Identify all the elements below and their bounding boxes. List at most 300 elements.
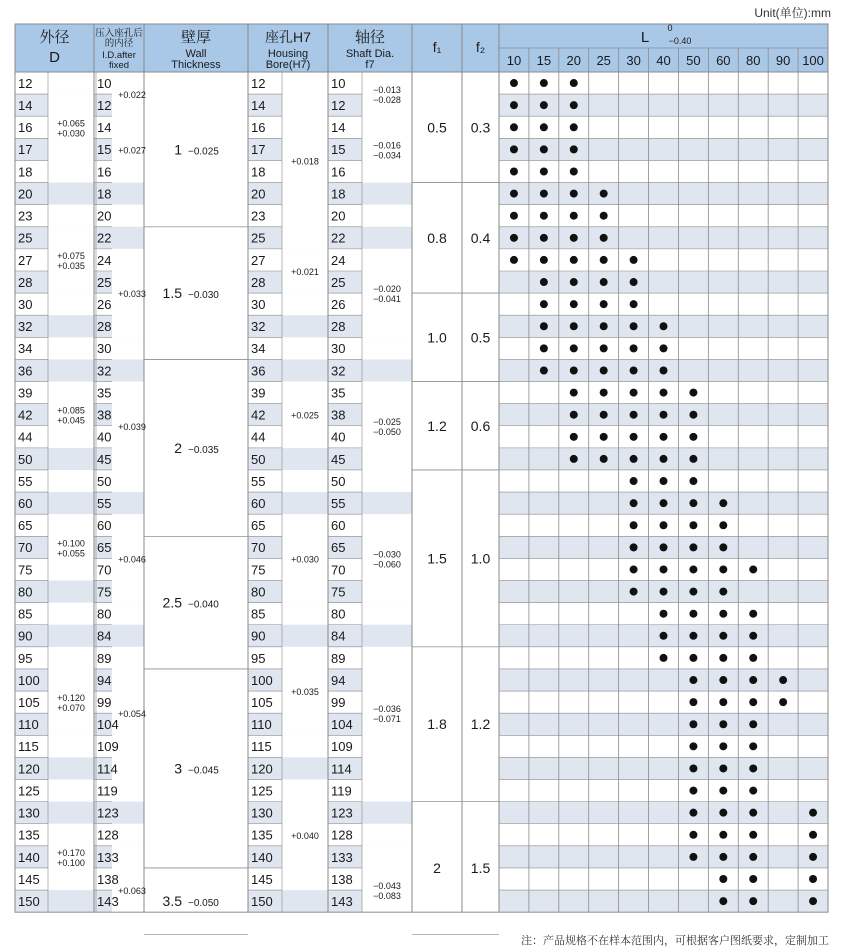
shaft-value: 94	[331, 672, 346, 688]
od-value: 18	[18, 164, 33, 180]
availability-dot-L100	[809, 853, 817, 861]
availability-dot-L60	[719, 521, 727, 529]
bore-value: 80	[251, 584, 266, 600]
shaft-value: 22	[331, 230, 346, 246]
availability-dot-L60	[719, 720, 727, 728]
id-value: 35	[97, 385, 112, 401]
od-tol-lower: +0.055	[57, 548, 85, 559]
availability-dot-L60	[719, 588, 727, 596]
shaft-value: 80	[331, 606, 346, 622]
availability-dot-L60	[719, 853, 727, 861]
bore-value: 18	[251, 164, 266, 180]
bore-value: 105	[251, 694, 273, 710]
bore-tolerance: +0.018	[291, 156, 319, 167]
length-header-90: 90	[775, 53, 791, 68]
id-value: 80	[97, 606, 112, 622]
header-L-tol-lower: −0.40	[668, 36, 692, 46]
od-value: 75	[18, 562, 33, 578]
length-header-60: 60	[716, 53, 731, 68]
bore-value: 25	[251, 230, 266, 246]
od-tol-lower: +0.045	[57, 415, 85, 426]
od-value: 12	[18, 75, 33, 91]
availability-dot-L60	[719, 654, 727, 662]
availability-dot-L40	[660, 322, 668, 330]
availability-dot-L80	[749, 698, 757, 706]
bore-value: 75	[251, 562, 266, 578]
id-value: 133	[97, 849, 119, 865]
od-value: 65	[18, 518, 33, 534]
od-value: 110	[18, 717, 39, 733]
f1-value: 1.5	[427, 550, 447, 567]
availability-dot-L40	[660, 366, 668, 374]
availability-dot-L40	[660, 610, 668, 618]
od-value: 27	[18, 252, 33, 268]
shaft-value: 70	[331, 562, 346, 578]
id-tolerance: +0.022	[118, 90, 146, 101]
bore-value: 55	[251, 473, 266, 489]
bore-value: 65	[251, 518, 266, 534]
f2-value: 1.2	[470, 716, 491, 733]
availability-dot-L20	[570, 455, 578, 463]
header-shaft-en-2: f7	[365, 59, 375, 71]
availability-dot-L60	[719, 787, 727, 795]
availability-dot-L20	[570, 300, 578, 308]
f1-value: 2	[433, 859, 441, 876]
availability-dot-L60	[719, 742, 727, 750]
availability-dot-L30	[630, 477, 638, 485]
f1-value: 1.8	[427, 716, 447, 733]
header-f2: f₂	[475, 39, 486, 55]
od-value: 90	[18, 628, 33, 644]
availability-dot-L25	[600, 212, 608, 220]
header-od-cn: 外径	[39, 29, 70, 46]
availability-dot-L50	[689, 787, 697, 795]
wall-tolerance: −0.050	[188, 898, 219, 910]
id-value: 84	[97, 628, 112, 644]
availability-dot-L30	[630, 588, 638, 596]
id-tolerance: +0.046	[118, 554, 146, 565]
header-wall-en-1: Wall	[185, 48, 207, 60]
availability-dot-L20	[570, 411, 578, 419]
id-value: 99	[97, 694, 112, 710]
id-value: 10	[97, 75, 112, 91]
availability-dot-L20	[570, 256, 578, 264]
length-header-25: 25	[596, 53, 611, 68]
availability-dot-L15	[540, 167, 548, 175]
availability-dot-L60	[719, 764, 727, 772]
od-value: 39	[18, 385, 33, 401]
id-value: 18	[97, 186, 112, 202]
od-value: 130	[18, 805, 40, 821]
shaft-tol-lower: −0.060	[373, 559, 401, 570]
availability-dot-L80	[749, 610, 757, 618]
id-value: 114	[97, 761, 118, 777]
availability-dot-L25	[600, 278, 608, 286]
id-value: 123	[97, 805, 119, 821]
availability-dot-L10	[510, 79, 518, 87]
shaft-value: 10	[331, 75, 346, 91]
availability-dot-L10	[510, 101, 518, 109]
id-value: 104	[97, 717, 119, 733]
availability-dot-L20	[570, 145, 578, 153]
f1-value: 0.8	[427, 229, 447, 246]
wall-value: 1	[174, 141, 182, 158]
availability-dot-L15	[540, 278, 548, 286]
bore-value: 85	[251, 606, 266, 622]
od-value: 125	[18, 783, 40, 799]
od-value: 25	[18, 230, 33, 246]
availability-dot-L25	[600, 322, 608, 330]
wall-tolerance: −0.045	[188, 765, 219, 777]
availability-dot-L50	[689, 853, 697, 861]
availability-dot-L50	[689, 477, 697, 485]
od-value: 50	[18, 451, 33, 467]
length-header-40: 40	[656, 53, 671, 68]
id-value: 45	[97, 451, 112, 467]
bore-value: 120	[251, 761, 273, 777]
od-value: 55	[18, 473, 33, 489]
availability-dot-L100	[809, 809, 817, 817]
availability-dot-L40	[660, 477, 668, 485]
availability-dot-L80	[749, 676, 757, 684]
shaft-value: 24	[331, 252, 346, 268]
availability-dot-L90	[779, 676, 787, 684]
f2-value: 1.0	[470, 550, 491, 567]
availability-dot-L100	[809, 831, 817, 839]
availability-dot-L50	[689, 588, 697, 596]
shaft-tol-lower: −0.041	[373, 294, 401, 305]
bore-value: 23	[251, 208, 266, 224]
od-value: 44	[18, 429, 33, 445]
shaft-value: 119	[331, 783, 352, 799]
f1-value: 1.0	[427, 329, 447, 346]
availability-dot-L30	[630, 499, 638, 507]
od-value: 34	[18, 341, 33, 357]
bore-value: 36	[251, 363, 266, 379]
availability-dot-L20	[570, 123, 578, 131]
availability-dot-L30	[630, 521, 638, 529]
availability-dot-L20	[570, 344, 578, 352]
length-header-20: 20	[566, 53, 582, 68]
availability-dot-L50	[689, 742, 697, 750]
availability-dot-L20	[570, 322, 578, 330]
availability-dot-L25	[600, 234, 608, 242]
header-shaft-cn: 轴径	[354, 29, 386, 46]
availability-dot-L40	[660, 654, 668, 662]
shaft-value: 38	[331, 407, 346, 423]
shaft-value: 28	[331, 319, 346, 335]
id-value: 75	[97, 584, 112, 600]
availability-dot-L30	[630, 322, 638, 330]
wall-tolerance: −0.040	[188, 599, 219, 611]
shaft-value: 25	[331, 274, 346, 290]
availability-dot-L25	[600, 433, 608, 441]
id-value: 40	[97, 429, 112, 445]
availability-dot-L60	[719, 809, 727, 817]
availability-dot-L90	[779, 698, 787, 706]
id-value: 14	[97, 120, 112, 136]
bore-value: 44	[251, 429, 266, 445]
availability-dot-L60	[719, 543, 727, 551]
bore-tolerance: +0.040	[291, 830, 319, 841]
bore-value: 27	[251, 252, 266, 268]
availability-dot-L20	[570, 167, 578, 175]
availability-dot-L40	[660, 632, 668, 640]
id-tolerance: +0.033	[118, 289, 146, 300]
availability-dot-L100	[809, 875, 817, 883]
od-tol-upper: +0.075	[57, 250, 85, 261]
availability-dot-L50	[689, 764, 697, 772]
length-header-10: 10	[506, 53, 522, 68]
wall-value: 1.5	[162, 285, 182, 302]
od-value: 95	[18, 650, 33, 666]
f2-value: 0.3	[470, 119, 491, 136]
f1-value: 1.2	[427, 417, 447, 434]
id-value: 50	[97, 473, 112, 489]
availability-dot-L40	[660, 521, 668, 529]
bore-value: 34	[251, 341, 266, 357]
header-bore-en-2: Bore(H7)	[265, 59, 311, 71]
bore-value: 100	[251, 672, 273, 688]
bore-value: 39	[251, 385, 266, 401]
od-value: 28	[18, 274, 33, 290]
shaft-value: 65	[331, 540, 346, 556]
shaft-value: 15	[331, 142, 346, 158]
shaft-value: 143	[331, 893, 353, 909]
shaft-value: 89	[331, 650, 346, 666]
availability-dot-L25	[600, 455, 608, 463]
availability-dot-L40	[660, 433, 668, 441]
availability-dot-L80	[749, 764, 757, 772]
od-value: 140	[18, 849, 40, 865]
shaft-tol-upper: −0.036	[373, 704, 401, 715]
id-value: 38	[97, 407, 112, 423]
availability-dot-L60	[719, 676, 727, 684]
availability-dot-L50	[689, 565, 697, 573]
od-value: 20	[18, 186, 33, 202]
shaft-tol-upper: −0.030	[373, 549, 401, 560]
id-value: 128	[97, 827, 119, 843]
id-value: 24	[97, 252, 112, 268]
od-value: 120	[18, 761, 40, 777]
availability-dot-L50	[689, 543, 697, 551]
od-tol-upper: +0.085	[57, 405, 85, 416]
availability-dot-L50	[689, 698, 697, 706]
od-tol-upper: +0.120	[57, 693, 85, 704]
availability-dot-L40	[660, 411, 668, 419]
od-value: 115	[18, 739, 39, 755]
shaft-tol-lower: −0.071	[373, 714, 401, 725]
id-value: 32	[97, 363, 112, 379]
availability-dot-L50	[689, 433, 697, 441]
shaft-value: 133	[331, 849, 353, 865]
shaft-value: 45	[331, 451, 346, 467]
od-value: 23	[18, 208, 33, 224]
availability-dot-L40	[660, 455, 668, 463]
id-tolerance: +0.027	[118, 145, 146, 156]
shaft-value: 50	[331, 473, 346, 489]
id-value: 28	[97, 319, 112, 335]
od-value: 150	[18, 893, 40, 909]
availability-dot-L30	[630, 565, 638, 573]
od-tol-lower: +0.100	[57, 857, 85, 868]
availability-dot-L30	[630, 389, 638, 397]
bore-tolerance: +0.035	[291, 687, 319, 698]
availability-dot-L15	[540, 190, 548, 198]
availability-dot-L10	[510, 234, 518, 242]
f2-value: 0.4	[470, 229, 491, 246]
header-L: L	[640, 29, 650, 46]
id-tolerance: +0.039	[118, 421, 146, 432]
availability-dot-L15	[540, 234, 548, 242]
availability-dot-L30	[630, 455, 638, 463]
shaft-value: 60	[331, 518, 346, 534]
bore-value: 28	[251, 274, 266, 290]
header-id-en-2: fixed	[108, 60, 130, 71]
bore-value: 110	[251, 717, 272, 733]
header-id-en-1: I.D.after	[102, 50, 136, 61]
availability-dot-L30	[630, 543, 638, 551]
id-value: 20	[97, 208, 112, 224]
bore-value: 32	[251, 319, 266, 335]
id-value: 143	[97, 893, 119, 909]
bore-value: 60	[251, 496, 266, 512]
header-bore-cn: 座孔H7	[265, 29, 311, 45]
availability-dot-L10	[510, 145, 518, 153]
availability-dot-L20	[570, 234, 578, 242]
shaft-tol-upper: −0.013	[373, 85, 401, 96]
footnote: 注：产品规格不在样本范围内，可根据客户图纸要求，定制加工	[521, 935, 829, 947]
shaft-value: 26	[331, 297, 346, 313]
wall-value: 3.5	[162, 893, 182, 910]
bore-value: 95	[251, 650, 266, 666]
availability-dot-L60	[719, 632, 727, 640]
shaft-tol-upper: −0.020	[373, 284, 401, 295]
availability-dot-L25	[600, 389, 608, 397]
id-value: 65	[97, 540, 112, 556]
availability-dot-L15	[540, 123, 548, 131]
availability-dot-L30	[630, 256, 638, 264]
od-value: 32	[18, 319, 33, 335]
availability-dot-L15	[540, 300, 548, 308]
bore-value: 140	[251, 849, 273, 865]
availability-dot-L50	[689, 831, 697, 839]
shaft-value: 128	[331, 827, 353, 843]
od-value: 70	[18, 540, 33, 556]
bore-value: 12	[251, 75, 266, 91]
availability-dot-L30	[630, 411, 638, 419]
header-wall-en-2: Thickness	[171, 59, 221, 71]
shaft-value: 35	[331, 385, 346, 401]
bore-value: 125	[251, 783, 273, 799]
availability-dot-L80	[749, 809, 757, 817]
availability-dot-L80	[749, 853, 757, 861]
id-value: 16	[97, 164, 112, 180]
wall-tolerance: −0.030	[188, 290, 219, 302]
id-value: 119	[97, 783, 118, 799]
availability-dot-L50	[689, 654, 697, 662]
availability-dot-L50	[689, 499, 697, 507]
shaft-value: 12	[331, 98, 346, 114]
wall-tolerance: −0.035	[188, 444, 219, 456]
availability-dot-L15	[540, 256, 548, 264]
availability-dot-L50	[689, 632, 697, 640]
id-value: 30	[97, 341, 112, 357]
bore-value: 150	[251, 893, 273, 909]
availability-dot-L20	[570, 433, 578, 441]
availability-dot-L80	[749, 654, 757, 662]
bore-value: 16	[251, 120, 266, 136]
availability-dot-L50	[689, 720, 697, 728]
od-tol-lower: +0.070	[57, 703, 85, 714]
availability-dot-L80	[749, 742, 757, 750]
id-value: 89	[97, 650, 112, 666]
availability-dot-L15	[540, 366, 548, 374]
availability-dot-L25	[600, 366, 608, 374]
bore-value: 115	[251, 739, 272, 755]
availability-dot-L25	[600, 344, 608, 352]
header-f1: f₁	[432, 39, 442, 55]
f2-value: 0.5	[470, 329, 491, 346]
shaft-value: 20	[331, 208, 346, 224]
availability-dot-L40	[660, 588, 668, 596]
availability-dot-L10	[510, 212, 518, 220]
availability-dot-L10	[510, 167, 518, 175]
availability-dot-L80	[749, 787, 757, 795]
id-value: 12	[97, 98, 112, 114]
bore-value: 17	[251, 142, 266, 158]
od-value: 30	[18, 297, 33, 313]
id-value: 25	[97, 274, 112, 290]
bore-value: 130	[251, 805, 273, 821]
header-L-tol-upper: 0	[667, 23, 673, 33]
availability-dot-L15	[540, 322, 548, 330]
od-tol-upper: +0.170	[57, 847, 85, 858]
length-header-100: 100	[802, 53, 824, 68]
availability-dot-L30	[630, 366, 638, 374]
id-tolerance: +0.063	[118, 886, 146, 897]
bore-value: 70	[251, 540, 266, 556]
availability-dot-L50	[689, 676, 697, 684]
od-tol-upper: +0.100	[57, 538, 85, 549]
availability-dot-L50	[689, 411, 697, 419]
id-value: 22	[97, 230, 112, 246]
availability-dot-L80	[749, 831, 757, 839]
shaft-tol-upper: −0.016	[373, 140, 401, 151]
availability-dot-L60	[719, 565, 727, 573]
availability-dot-L100	[809, 897, 817, 905]
availability-dot-L60	[719, 831, 727, 839]
availability-dot-L80	[749, 897, 757, 905]
header-id-cn-1: 压入座孔后	[95, 28, 143, 39]
od-value: 105	[18, 694, 40, 710]
od-tol-lower: +0.035	[57, 260, 85, 271]
availability-dot-L50	[689, 521, 697, 529]
availability-dot-L15	[540, 145, 548, 153]
od-tol-upper: +0.065	[57, 118, 85, 129]
shaft-value: 123	[331, 805, 353, 821]
shaft-tol-lower: −0.034	[373, 150, 401, 161]
availability-dot-L20	[570, 79, 578, 87]
bore-tolerance: +0.021	[291, 266, 319, 277]
availability-dot-L15	[540, 212, 548, 220]
wall-tolerance: −0.025	[188, 146, 219, 158]
availability-dot-L60	[719, 875, 727, 883]
od-value: 14	[18, 98, 33, 114]
bore-value: 42	[251, 407, 266, 423]
availability-dot-L30	[630, 300, 638, 308]
bore-value: 20	[251, 186, 266, 202]
